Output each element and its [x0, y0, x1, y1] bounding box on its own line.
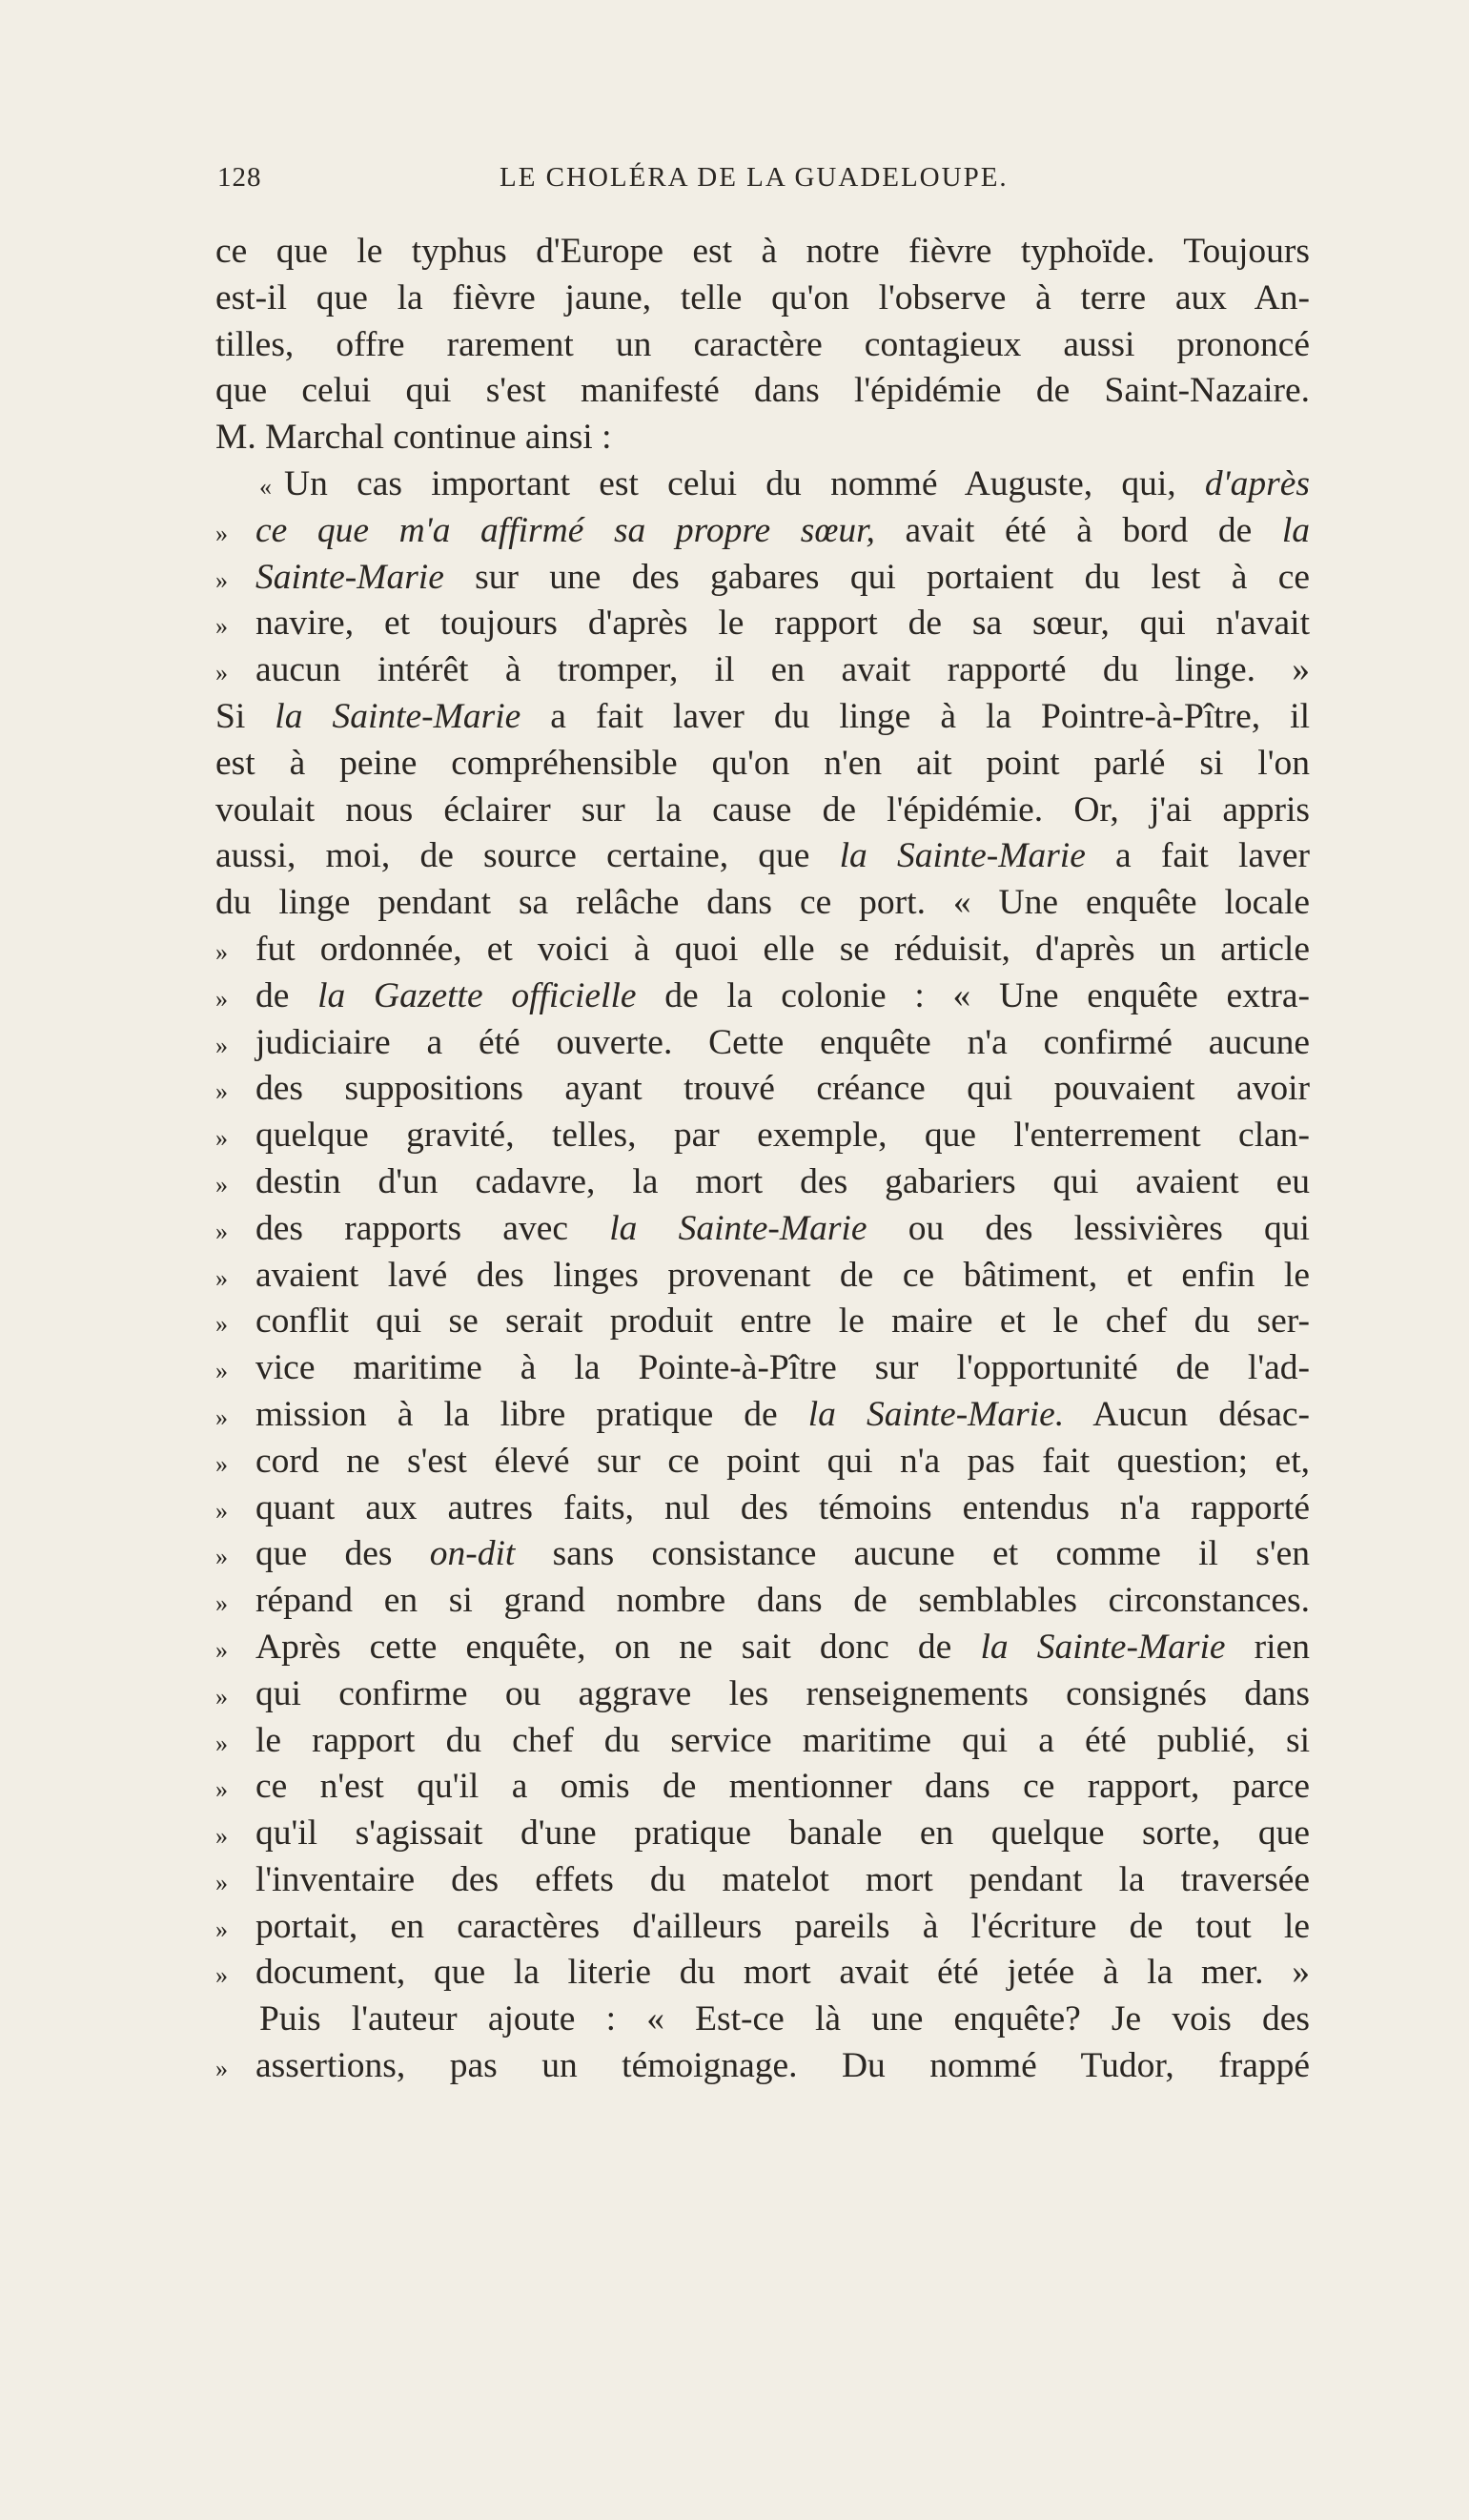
text-line: » l'inventaire des effets du matelot mort pendant la traversée	[215, 1859, 1310, 1899]
text-line: ce que le typhus d'Europe est à notre fièvre typhoïde. Toujours	[215, 232, 1310, 271]
text-line: Si la Sainte-Marie a fait laver du linge à la Pointre-à-Pître, il	[215, 696, 1310, 736]
text-line: » qu'il s'agissait d'une pratique banale en quelque sorte, que	[215, 1813, 1310, 1854]
text-line: » judiciaire a été ouverte. Cette enquête n'a confirmé aucune	[215, 1022, 1310, 1062]
text-line: » des suppositions ayant trouvé créance qui pouvaient avoir	[215, 1069, 1310, 1109]
text-line: » avaient lavé des linges provenant de ce bâtiment, et enfin le	[215, 1255, 1310, 1295]
text-line: » portait, en caractères d'ailleurs pareils à l'écriture de tout le	[215, 1906, 1310, 1946]
text-line: » vice maritime à la Pointe-à-Pître sur l'opportunité de l'ad-	[215, 1348, 1310, 1388]
page-number: 128	[217, 162, 262, 193]
text-line: » des rapports avec la Sainte-Marie ou des lessivières qui	[215, 1208, 1310, 1248]
text-line: » Sainte-Marie sur une des gabares qui portaient du lest à ce	[215, 557, 1310, 597]
text-line: » quelque gravité, telles, par exemple, que l'enterrement clan-	[215, 1116, 1310, 1156]
text-line: voulait nous éclairer sur la cause de l'épidémie. Or, j'ai appris	[215, 789, 1310, 830]
text-line: » qui confirme ou aggrave les renseignements consignés dans	[215, 1673, 1310, 1713]
text-line: est-il que la fièvre jaune, telle qu'on l'observe à terre aux An-	[215, 277, 1310, 318]
text-line: que celui qui s'est manifesté dans l'épidémie de Saint-Nazaire.	[215, 371, 1310, 411]
running-title: LE CHOLÉRA DE LA GUADELOUPE.	[500, 162, 1009, 193]
text-line: » de la Gazette officielle de la colonie : « Une enquête extra-	[215, 975, 1310, 1015]
text-line: « Un cas important est celui du nommé Auguste, qui, d'après	[259, 463, 1310, 503]
text-line: est à peine compréhensible qu'on n'en ait point parlé si l'on	[215, 743, 1310, 783]
text-line: » le rapport du chef du service maritime qui a été publié, si	[215, 1720, 1310, 1760]
text-line: » cord ne s'est élevé sur ce point qui n'a pas fait question; et,	[215, 1441, 1310, 1481]
text-line: aussi, moi, de source certaine, que la Sainte-Marie a fait laver	[215, 836, 1310, 876]
text-line: » destin d'un cadavre, la mort des gabariers qui avaient eu	[215, 1161, 1310, 1201]
text-line: » document, que la literie du mort avait été jetée à la mer. »	[215, 1953, 1310, 1993]
text-line: » quant aux autres faits, nul des témoins entendus n'a rapporté	[215, 1487, 1310, 1527]
page-header	[217, 162, 1304, 208]
text-line: » Après cette enquête, on ne sait donc de la Sainte-Marie rien	[215, 1627, 1310, 1667]
text-line: » ce n'est qu'il a omis de mentionner dans ce rapport, parce	[215, 1767, 1310, 1807]
text-line: » assertions, pas un témoignage. Du nommé Tudor, frappé	[215, 2046, 1310, 2086]
text-line: » fut ordonnée, et voici à quoi elle se réduisit, d'après un article	[215, 929, 1310, 969]
text-line: » ce que m'a affirmé sa propre sœur, avait été à bord de la	[215, 510, 1310, 550]
text-line: » mission à la libre pratique de la Sainte-Marie. Aucun désac-	[215, 1394, 1310, 1434]
text-line: » conflit qui se serait produit entre le maire et le chef du ser-	[215, 1301, 1310, 1342]
text-line: M. Marchal continue ainsi :	[215, 418, 612, 458]
text-line: tilles, offre rarement un caractère contagieux aussi prononcé	[215, 324, 1310, 364]
body-text	[215, 229, 1310, 2090]
text-line: du linge pendant sa relâche dans ce port. « Une enquête locale	[215, 883, 1310, 923]
text-line: » navire, et toujours d'après le rapport de sa sœur, qui n'avait	[215, 604, 1310, 644]
text-line: » répand en si grand nombre dans de semblables circonstances.	[215, 1581, 1310, 1621]
text-line: » aucun intérêt à tromper, il en avait rapporté du linge. »	[215, 650, 1310, 690]
text-line: Puis l'auteur ajoute : « Est-ce là une enquête? Je vois des	[259, 1999, 1310, 2039]
text-line: » que des on-dit sans consistance aucune et comme il s'en	[215, 1534, 1310, 1574]
